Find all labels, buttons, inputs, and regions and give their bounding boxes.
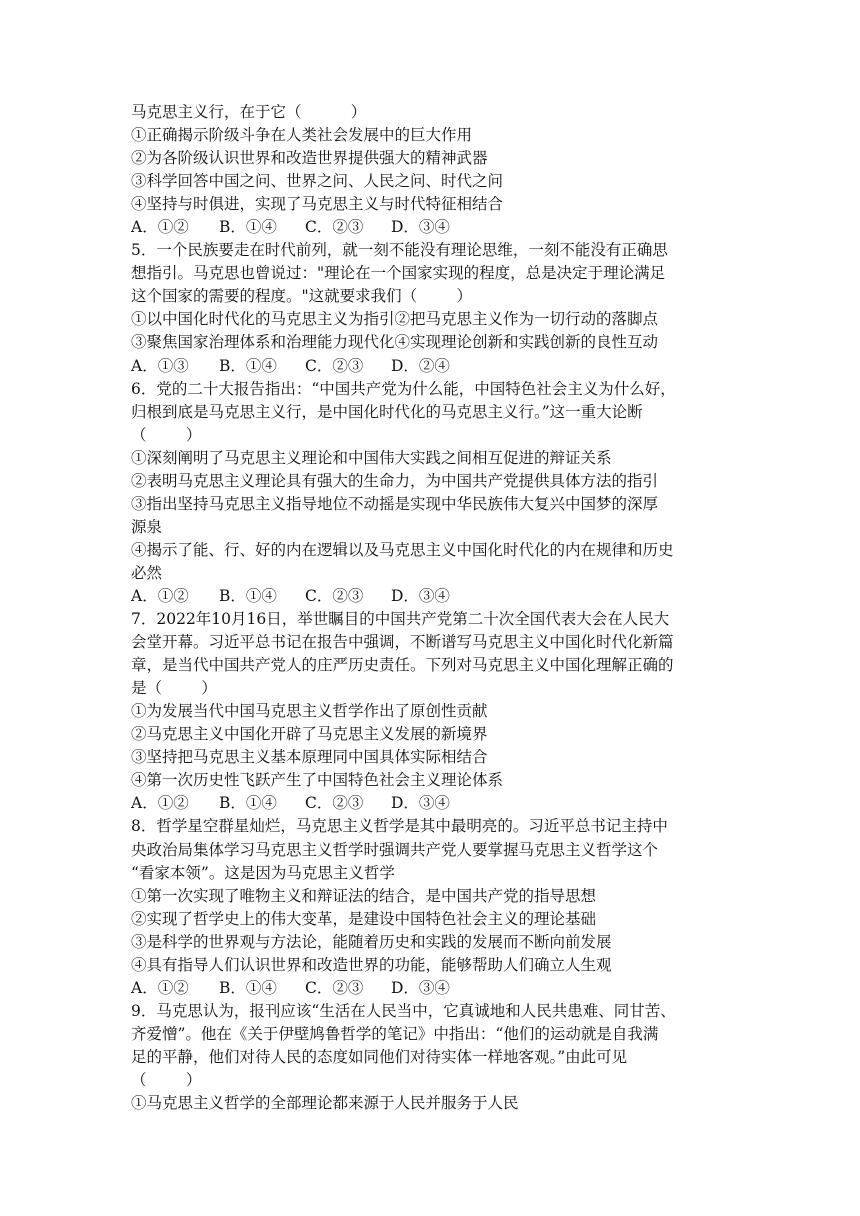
answer-options <box>131 585 751 608</box>
text-line: 会堂开幕。习近平总书记在报告中强调，不断谱写马克思主义中国化时代化新篇 <box>131 633 674 652</box>
text-line: 源泉 <box>131 517 163 536</box>
text-line: ③指出坚持马克思主义指导地位不动摇是实现中华民族伟大复兴中国梦的深厚 <box>131 494 659 513</box>
answer-option: A．①③ <box>131 356 189 375</box>
text-line: ④具有指导人们认识世界和改造世界的功能，能够帮助人们确立人生观 <box>131 955 612 974</box>
answer-option: D．②④ <box>391 356 450 375</box>
answer-options <box>131 792 751 815</box>
answer-option: D．③④ <box>391 794 450 813</box>
document-body <box>131 101 751 1115</box>
answer-options <box>131 355 751 378</box>
text-line: （ ） <box>131 425 202 444</box>
answer-option: C．②③ <box>305 356 364 375</box>
text-line: 是（ ） <box>131 679 217 698</box>
text-line: ①深刻阐明了马克思主义理论和中国伟大实践之间相互促进的辩证关系 <box>131 448 612 467</box>
text-line: 足的平静，他们对待人民的态度如同他们对待实体一样地客观。”由此可见 <box>131 1047 628 1066</box>
text-line: 7．2022年10月16日，举世瞩目的中国共产党第二十次全国代表大会在人民大 <box>131 610 670 629</box>
text-line: ①以中国化时代化的马克思主义为指引②把马克思主义作为一切行动的落脚点 <box>131 310 659 329</box>
text-line: ①第一次实现了唯物主义和辩证法的结合，是中国共产党的指导思想 <box>131 886 597 905</box>
answer-option: D．③④ <box>391 978 450 997</box>
text-line: 5．一个民族要走在时代前列，就一刻不能没有理论思维，一刻不能没有正确思 <box>131 241 668 260</box>
answer-option: A．①② <box>131 218 189 237</box>
text-line: ①为发展当代中国马克思主义哲学作出了原创性贡献 <box>131 702 488 721</box>
answer-option: A．①② <box>131 586 189 605</box>
answer-option: A．①② <box>131 794 189 813</box>
text-line: 马克思主义行，在于它（ ） <box>131 103 367 121</box>
text-line: ②实现了哲学史上的伟大变革，是建设中国特色社会主义的理论基础 <box>131 909 597 928</box>
text-line: 想指引。马克思也曾说过："理论在一个国家实现的程度，总是决定于理论满足 <box>131 264 666 283</box>
text-line: 央政治局集体学习马克思主义哲学时强调共产党人要掌握马克思主义哲学这个 <box>131 840 659 859</box>
answer-option: C．②③ <box>305 978 364 997</box>
text-line: ④第一次历史性飞跃产生了中国特色社会主义理论体系 <box>131 771 504 790</box>
answer-option: B．①④ <box>219 218 277 237</box>
text-line: ③聚焦国家治理体系和治理能力现代化④实现理论创新和实践创新的良性互动 <box>131 333 659 352</box>
answer-option: B．①④ <box>219 794 277 813</box>
text-line: “看家本领”。这是因为马克思主义哲学 <box>131 863 395 882</box>
answer-options <box>131 977 751 1000</box>
text-line: 必然 <box>131 563 163 582</box>
answer-option: A．①② <box>131 978 189 997</box>
text-line: ③是科学的世界观与方法论，能随着历史和实践的发展而不断向前发展 <box>131 932 612 951</box>
text-line: ③科学回答中国之问、世界之问、人民之问、时代之问 <box>131 172 504 191</box>
text-line: 9．马克思认为，报刊应该“生活在人民当中，它真诚地和人民共患难、同甘苦、 <box>131 1001 676 1020</box>
text-line: 归根到底是马克思主义行，是中国化时代化的马克思主义行。”这一重大论断 <box>131 402 643 421</box>
answer-option: D．③④ <box>391 586 450 605</box>
text-line: ④坚持与时俱进，实现了马克思主义与时代特征相结合 <box>131 195 504 214</box>
answer-option: B．①④ <box>219 586 277 605</box>
text-line: 这个国家的需要的程度。"这就要求我们（ ） <box>131 287 473 306</box>
text-line: 6．党的二十大报告指出：“中国共产党为什么能，中国特色社会主义为什么好， <box>131 379 676 398</box>
text-line: ④揭示了能、行、好的内在逻辑以及马克思主义中国化时代化的内在规律和历史 <box>131 540 674 559</box>
answer-option: B．①④ <box>219 356 277 375</box>
answer-option: C．②③ <box>305 218 364 237</box>
text-line: 章，是当代中国共产党人的庄严历史责任。下列对马克思主义中国化理解正确的 <box>131 656 674 675</box>
answer-option: B．①④ <box>219 978 277 997</box>
text-line: ③坚持把马克思主义基本原理同中国具体实际相结合 <box>131 748 488 767</box>
text-line: 8．哲学星空群星灿烂，马克思主义哲学是其中最明亮的。习近平总书记主持中 <box>131 817 668 836</box>
text-line: ①马克思主义哲学的全部理论都来源于人民并服务于人民 <box>131 1094 519 1113</box>
text-line: （ ） <box>131 1070 202 1089</box>
answer-option: C．②③ <box>305 586 364 605</box>
text-line: ②为各阶级认识世界和改造世界提供强大的精神武器 <box>131 149 488 168</box>
text-line: ①正确揭示阶级斗争在人类社会发展中的巨大作用 <box>131 126 473 145</box>
text-line: 齐爱憎”。他在《关于伊壁鸠鲁哲学的笔记》中指出：“他们的运动就是自我满 <box>131 1024 659 1043</box>
text-line: ②表明马克思主义理论具有强大的生命力，为中国共产党提供具体方法的指引 <box>131 471 659 490</box>
text-line: ②马克思主义中国化开辟了马克思主义发展的新境界 <box>131 725 488 744</box>
answer-option: C．②③ <box>305 794 364 813</box>
answer-options <box>131 216 751 239</box>
answer-option: D．③④ <box>391 218 450 237</box>
